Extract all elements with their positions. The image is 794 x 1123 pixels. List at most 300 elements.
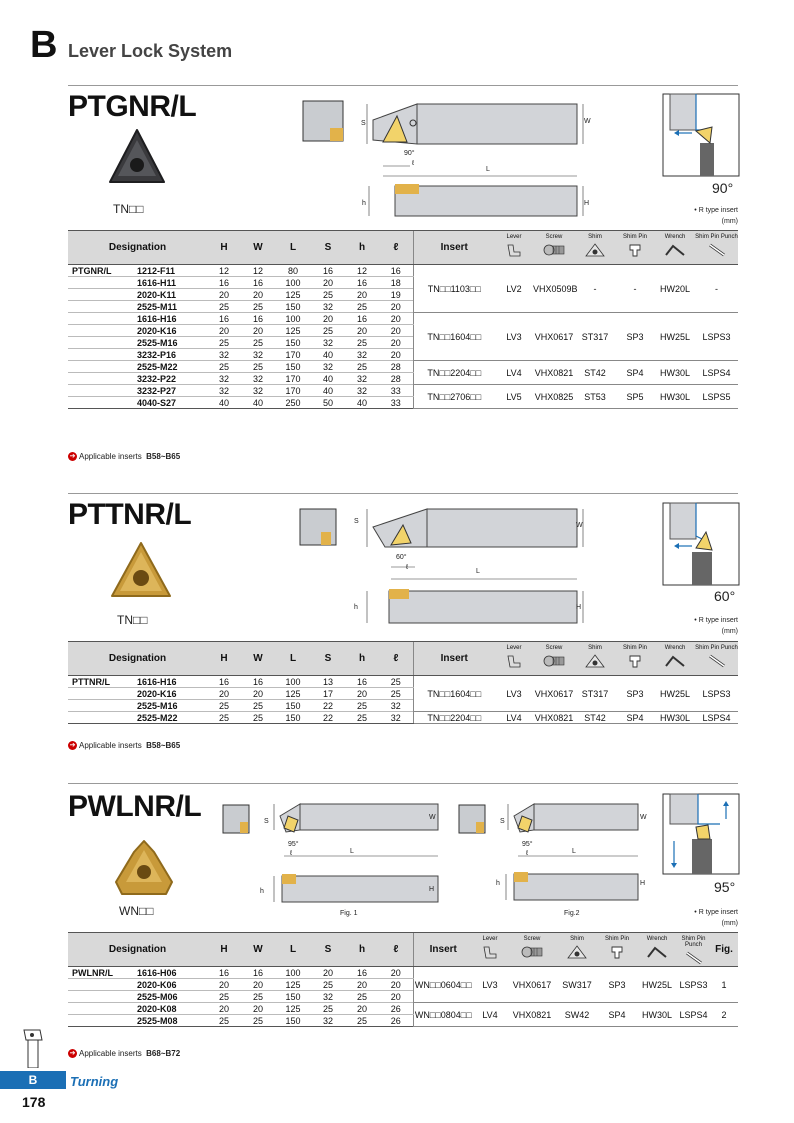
dim-S: 20: [311, 967, 345, 979]
col-designation: Designation: [68, 231, 207, 265]
dim-H: 25: [207, 361, 241, 373]
section-title: PTTNR/L: [68, 498, 192, 531]
shim-icon: [585, 243, 605, 257]
dim-h: 32: [345, 373, 379, 385]
col-ell: ℓ: [379, 933, 413, 967]
insert-code: TN□□2204□□: [413, 712, 495, 724]
dim-L: 150: [275, 337, 311, 349]
dim-h: 20: [345, 688, 379, 700]
col-H: H: [207, 231, 241, 265]
dim-S: 25: [311, 1003, 345, 1015]
model-series: [68, 991, 134, 1003]
screw-code: VHX0617: [507, 967, 557, 1003]
model-series: [68, 325, 134, 337]
dim-W: 25: [241, 991, 275, 1003]
dim-h: 25: [345, 712, 379, 724]
note-rtype: • R type insert: [694, 909, 738, 916]
shim-pin-icon: [627, 243, 643, 257]
chapter-tab[interactable]: B: [0, 1071, 66, 1089]
dim-H: 32: [207, 349, 241, 361]
lever-code: LV5: [495, 385, 533, 409]
dim-W: 25: [241, 361, 275, 373]
col-H: H: [207, 642, 241, 676]
screw-code: VHX0617: [533, 676, 575, 712]
table-row: [68, 313, 738, 325]
col-S: S: [311, 933, 345, 967]
model-code: 1212-F11: [134, 265, 207, 277]
col-shim: [557, 933, 597, 967]
dim-L: 150: [275, 361, 311, 373]
chapter-title: Lever Lock System: [68, 41, 233, 61]
shim-pin-code: SP4: [597, 1003, 637, 1027]
dim-l: 20: [379, 979, 413, 991]
col-designation: Designation: [68, 933, 207, 967]
model-code: 3232-P16: [134, 349, 207, 361]
shim-code: ST317: [575, 313, 615, 361]
applicable-label: Applicable inserts: [79, 1049, 142, 1058]
dim-ell: ℓ: [412, 160, 415, 167]
fig-number: 2: [710, 1003, 738, 1027]
wrench-code: HW30L: [637, 1003, 677, 1027]
wrench-code: HW30L: [655, 361, 695, 385]
table-row: [68, 967, 738, 979]
col-screw-label: Screw: [523, 936, 541, 942]
dim-W: 16: [241, 277, 275, 289]
dim-L: 100: [275, 277, 311, 289]
note-rtype: • R type insert: [694, 617, 738, 624]
dim-S: 40: [311, 385, 345, 397]
dim-l: 25: [379, 688, 413, 700]
table-row: [68, 676, 738, 688]
dim-L: 100: [275, 967, 311, 979]
dim-l: 26: [379, 1003, 413, 1015]
col-lever-label: Lever: [506, 645, 522, 651]
model-code: 3232-P27: [134, 385, 207, 397]
dim-S: S: [264, 818, 269, 825]
dim-H: 20: [207, 325, 241, 337]
col-lever: [473, 933, 507, 967]
dim-W: 25: [241, 700, 275, 712]
dim-S: 32: [311, 301, 345, 313]
model-code: 2525-M08: [134, 1015, 207, 1027]
model-code: 2525-M06: [134, 991, 207, 1003]
dim-h: 25: [345, 337, 379, 349]
dim-ell: ℓ: [406, 564, 409, 571]
col-S: S: [311, 231, 345, 265]
dim-S: 32: [311, 337, 345, 349]
dim-L: 150: [275, 712, 311, 724]
punch-code: LSPS3: [695, 676, 738, 712]
punch-code: -: [695, 265, 738, 313]
col-S: S: [311, 642, 345, 676]
model-series: PTTNR/L: [68, 676, 134, 688]
dim-L: L: [476, 568, 480, 575]
lever-icon: [505, 654, 523, 668]
dim-h: 25: [345, 700, 379, 712]
col-ell: ℓ: [379, 642, 413, 676]
section-divider: [68, 85, 738, 86]
shim-pin-code: SP3: [615, 676, 655, 712]
col-L: L: [275, 933, 311, 967]
dim-W: 40: [241, 397, 275, 409]
fig1-caption: Fig. 1: [340, 910, 358, 917]
section-title: PTGNR/L: [68, 90, 197, 123]
col-shim: [575, 642, 615, 676]
dim-l: 33: [379, 397, 413, 409]
dim-W: 20: [241, 1003, 275, 1015]
section-title: PWLNR/L: [68, 790, 202, 823]
applicable-range[interactable]: B58~B65: [146, 452, 181, 461]
col-wrench: [655, 231, 695, 265]
wrench-code: HW20L: [655, 265, 695, 313]
fig-number: 1: [710, 967, 738, 1003]
dim-l: 32: [379, 712, 413, 724]
lever-code: LV3: [495, 676, 533, 712]
dim-angle: 95°: [522, 841, 533, 848]
dim-S: 40: [311, 349, 345, 361]
dim-angle: 90°: [404, 150, 415, 157]
insert-caption: TN□□: [113, 202, 144, 216]
chapter-name: Turning: [70, 1074, 119, 1089]
col-wrench-label: Wrench: [646, 936, 668, 942]
shim-pin-icon: [609, 945, 625, 959]
dim-W: 20: [241, 688, 275, 700]
dim-L: 150: [275, 700, 311, 712]
shim-icon: [567, 945, 587, 959]
table-header-row: [68, 231, 738, 265]
dim-h: 32: [345, 349, 379, 361]
fig2-caption: Fig.2: [564, 910, 580, 917]
shim-pin-code: SP5: [615, 385, 655, 409]
dim-W: 25: [241, 337, 275, 349]
model-code: 2020-K16: [134, 325, 207, 337]
dim-W: 20: [241, 325, 275, 337]
dim-H: 40: [207, 397, 241, 409]
note-unit: (mm): [721, 217, 738, 225]
insert-code: WN□□0804□□: [413, 1003, 473, 1027]
insert-image: [110, 838, 178, 898]
holder-end-view: [302, 100, 344, 146]
dim-W: W: [429, 814, 436, 821]
col-L: L: [275, 642, 311, 676]
lever-code: LV3: [473, 967, 507, 1003]
applicable-range[interactable]: B58~B65: [146, 741, 181, 750]
dim-L: 125: [275, 688, 311, 700]
model-series: [68, 1003, 134, 1015]
arrow-icon: ➔: [69, 742, 76, 750]
holder-drawing: [355, 505, 595, 630]
applicable-range[interactable]: B68~B72: [146, 1049, 181, 1058]
punch-code: LSPS3: [677, 967, 710, 1003]
dim-l: 20: [379, 991, 413, 1003]
dim-L: 150: [275, 1015, 311, 1027]
dim-angle: 95°: [288, 841, 299, 848]
model-series: PTGNR/L: [68, 265, 134, 277]
dim-h: 25: [345, 361, 379, 373]
shim-pin-code: SP4: [615, 712, 655, 724]
dim-L: 125: [275, 289, 311, 301]
model-code: 2525-M11: [134, 301, 207, 313]
unit-note: [680, 206, 738, 227]
lever-code: LV4: [495, 712, 533, 724]
col-wrench: [637, 933, 677, 967]
dim-H: H: [640, 880, 646, 887]
applicable-label: Applicable inserts: [79, 741, 142, 750]
col-screw-label: Screw: [545, 645, 563, 651]
col-wrench-label: Wrench: [664, 234, 686, 240]
dim-W: W: [640, 814, 647, 821]
shim-code: ST42: [575, 712, 615, 724]
shim-pin-code: SP3: [597, 967, 637, 1003]
punch-code: LSPS4: [695, 361, 738, 385]
insert-code: TN□□2204□□: [413, 361, 495, 385]
model-series: [68, 289, 134, 301]
dim-h: h: [354, 604, 358, 611]
punch-code: LSPS3: [695, 313, 738, 361]
dim-S: 25: [311, 979, 345, 991]
dim-H: H: [576, 604, 582, 611]
col-h: h: [345, 933, 379, 967]
holder-end-view: [458, 804, 488, 836]
dim-H: 16: [207, 313, 241, 325]
machining-diagram: [662, 793, 740, 875]
model-code: 2525-M22: [134, 712, 207, 724]
screw-icon: [543, 654, 565, 668]
model-code: 4040-S27: [134, 397, 207, 409]
dim-W: 12: [241, 265, 275, 277]
model-series: [68, 385, 134, 397]
dim-L: L: [486, 166, 490, 173]
dim-S: 20: [311, 313, 345, 325]
dim-L: L: [350, 848, 354, 855]
dim-h: 25: [345, 1015, 379, 1027]
model-series: PWLNR/L: [68, 967, 134, 979]
dim-S: S: [500, 818, 505, 825]
dim-h: 32: [345, 385, 379, 397]
dim-h: 16: [345, 676, 379, 688]
dim-W: 16: [241, 676, 275, 688]
applicable-note: [68, 1049, 180, 1058]
model-code: 2525-M22: [134, 361, 207, 373]
applicable-label: Applicable inserts: [79, 452, 142, 461]
col-lever: [495, 642, 533, 676]
dim-W: 16: [241, 967, 275, 979]
dim-L: L: [572, 848, 576, 855]
dim-L: 170: [275, 349, 311, 361]
dim-l: 20: [379, 337, 413, 349]
col-shim-label: Shim: [570, 936, 584, 942]
dim-H: 25: [207, 1015, 241, 1027]
approach-angle: 90°: [712, 180, 734, 196]
page-number: 178: [22, 1094, 46, 1110]
dim-L: 250: [275, 397, 311, 409]
dim-L: 80: [275, 265, 311, 277]
dim-H: H: [584, 200, 590, 207]
dim-S: 50: [311, 397, 345, 409]
dim-S: 17: [311, 688, 345, 700]
dim-S: 32: [311, 991, 345, 1003]
insert-code: TN□□2706□□: [413, 385, 495, 409]
applicable-note: [68, 452, 180, 461]
dim-W: 32: [241, 349, 275, 361]
col-h: h: [345, 642, 379, 676]
spec-table: [68, 932, 738, 1027]
dim-S: 13: [311, 676, 345, 688]
spec-table: [68, 641, 738, 724]
col-insert: Insert: [413, 933, 473, 967]
model-series: [68, 373, 134, 385]
dim-S: 32: [311, 361, 345, 373]
dim-L: 125: [275, 1003, 311, 1015]
dim-h: 20: [345, 1003, 379, 1015]
arrow-icon: ➔: [69, 1050, 76, 1058]
holder-drawing-fig2: [498, 800, 648, 912]
spec-table: [68, 230, 738, 409]
table-row: [68, 265, 738, 277]
holder-end-view: [222, 804, 252, 836]
wrench-code: HW30L: [655, 385, 695, 409]
dim-S: 22: [311, 700, 345, 712]
col-screw: [533, 642, 575, 676]
dim-W: 20: [241, 289, 275, 301]
dim-l: 20: [379, 349, 413, 361]
model-series: [68, 361, 134, 373]
col-shim-pin: [615, 231, 655, 265]
model-code: 2020-K06: [134, 979, 207, 991]
insert-code: TN□□1604□□: [413, 313, 495, 361]
dim-S: 25: [311, 325, 345, 337]
dim-H: 20: [207, 289, 241, 301]
dim-L: 125: [275, 979, 311, 991]
col-lever: [495, 231, 533, 265]
punch-code: LSPS4: [695, 712, 738, 724]
screw-code: VHX0825: [533, 385, 575, 409]
lever-icon: [505, 243, 523, 257]
dim-l: 28: [379, 373, 413, 385]
approach-angle: 60°: [714, 588, 736, 604]
col-punch-label: Shim Pin Punch: [681, 936, 706, 948]
dim-S: S: [354, 518, 359, 525]
dim-H: 16: [207, 277, 241, 289]
dim-S: 32: [311, 1015, 345, 1027]
dim-h: 25: [345, 991, 379, 1003]
col-shim-label: Shim: [588, 645, 602, 651]
dim-h: 20: [345, 289, 379, 301]
dim-S: 22: [311, 712, 345, 724]
model-code: 2525-M16: [134, 337, 207, 349]
dim-h: 12: [345, 265, 379, 277]
dim-H: 20: [207, 979, 241, 991]
col-W: W: [241, 231, 275, 265]
dim-S: 25: [311, 289, 345, 301]
dim-h: 25: [345, 301, 379, 313]
dim-h: h: [362, 200, 366, 207]
model-code: 2020-K16: [134, 688, 207, 700]
wrench-code: HW25L: [637, 967, 677, 1003]
arrow-icon: ➔: [69, 453, 76, 461]
shim-code: -: [575, 265, 615, 313]
dim-l: 33: [379, 385, 413, 397]
dim-H: 25: [207, 712, 241, 724]
model-series: [68, 700, 134, 712]
dim-h: 20: [345, 325, 379, 337]
dim-W: W: [584, 118, 591, 125]
table-header-row: [68, 933, 738, 967]
dim-H: 25: [207, 700, 241, 712]
dim-l: 20: [379, 967, 413, 979]
screw-code: VHX0617: [533, 313, 575, 361]
dim-H: 25: [207, 991, 241, 1003]
col-punch: [695, 231, 738, 265]
model-code: 2020-K11: [134, 289, 207, 301]
dim-H: 32: [207, 385, 241, 397]
dim-l: 20: [379, 301, 413, 313]
punch-icon: [707, 243, 727, 257]
shim-pin-code: SP3: [615, 313, 655, 361]
dim-h: 16: [345, 277, 379, 289]
dim-W: 32: [241, 373, 275, 385]
punch-code: LSPS5: [695, 385, 738, 409]
col-shim-pin-label: Shim Pin: [623, 645, 648, 651]
wrench-icon: [664, 243, 686, 257]
dim-H: H: [429, 886, 435, 893]
turning-tool-icon: [20, 1028, 46, 1068]
shim-code: ST42: [575, 361, 615, 385]
dim-W: 32: [241, 385, 275, 397]
col-shim-pin-label: Shim Pin: [623, 234, 648, 240]
model-code: 1616-H06: [134, 967, 207, 979]
model-code: 1616-H16: [134, 676, 207, 688]
col-ell: ℓ: [379, 231, 413, 265]
model-series: [68, 349, 134, 361]
dim-H: 12: [207, 265, 241, 277]
model-series: [68, 1015, 134, 1027]
wrench-code: HW25L: [655, 313, 695, 361]
wrench-code: HW25L: [655, 676, 695, 712]
insert-image: [106, 126, 168, 190]
model-series: [68, 688, 134, 700]
dim-l: 28: [379, 361, 413, 373]
dim-l: 16: [379, 265, 413, 277]
dim-l: 26: [379, 1015, 413, 1027]
dim-L: 170: [275, 373, 311, 385]
table-row: [68, 385, 738, 397]
model-code: 3232-P22: [134, 373, 207, 385]
dim-H: 16: [207, 967, 241, 979]
section-divider: [68, 493, 738, 494]
model-series: [68, 979, 134, 991]
dim-L: 100: [275, 676, 311, 688]
col-h: h: [345, 231, 379, 265]
col-punch: [695, 642, 738, 676]
table-row: [68, 712, 738, 724]
insert-image: [108, 540, 174, 602]
lever-icon: [481, 945, 499, 959]
dim-h: h: [496, 880, 500, 887]
holder-drawing: [355, 100, 595, 225]
col-H: H: [207, 933, 241, 967]
dim-W: 16: [241, 313, 275, 325]
dim-l: 18: [379, 277, 413, 289]
col-wrench: [655, 642, 695, 676]
col-shim-pin: [615, 642, 655, 676]
model-code: 1616-H11: [134, 277, 207, 289]
note-unit: (mm): [721, 919, 738, 927]
dim-l: 20: [379, 313, 413, 325]
shim-icon: [585, 654, 605, 668]
dim-l: 32: [379, 700, 413, 712]
model-series: [68, 337, 134, 349]
